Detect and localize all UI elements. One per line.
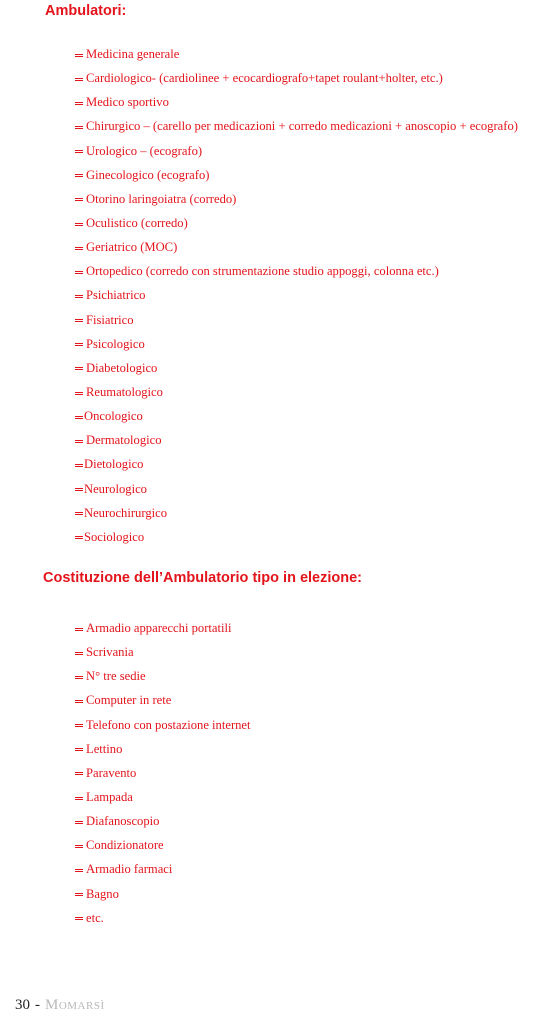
bullet-dash-icon: [75, 247, 83, 250]
list-item-label: Computer in rete: [86, 693, 172, 708]
list-item-label: Neurochirurgico: [84, 505, 167, 520]
list-item: [75, 785, 251, 809]
bullet-dash-icon: [75, 700, 83, 703]
list-item: [75, 616, 251, 640]
list-item: [75, 857, 251, 881]
list-item: [75, 452, 518, 476]
bullet-dash-icon: [75, 416, 83, 419]
bullet-dash-icon: [75, 512, 83, 515]
list-item-label: etc.: [86, 910, 104, 925]
list-item: [75, 809, 251, 833]
bullet-dash-icon: [75, 748, 83, 751]
list-item: [75, 640, 251, 664]
list-item-label: Ginecologico (ecografo): [86, 167, 210, 182]
bullet-dash-icon: [75, 628, 83, 631]
list-item: [75, 211, 518, 235]
list-item-label: Telefono con postazione internet: [86, 717, 251, 732]
list-item-label: Medicina generale: [86, 47, 180, 62]
list-item: [75, 283, 518, 307]
bullet-dash-icon: [75, 295, 83, 298]
list-item: [75, 139, 518, 163]
list-item: [75, 664, 251, 688]
footer-separator: -: [35, 997, 40, 1013]
list-item: [75, 428, 518, 452]
list-item: [75, 882, 251, 906]
bullet-dash-icon: [75, 102, 83, 105]
costituzione-list: [75, 616, 251, 930]
list-item-label: Medico sportivo: [86, 95, 169, 110]
list-item: [75, 332, 518, 356]
list-item: [75, 259, 518, 283]
bullet-dash-icon: [75, 174, 83, 177]
bullet-dash-icon: [75, 464, 83, 467]
list-item-label: Neurologico: [84, 481, 147, 496]
list-item-label: Geriatrico (MOC): [86, 240, 178, 255]
list-item: [75, 380, 518, 404]
list-item-label: Armadio farmaci: [86, 862, 173, 877]
section-title-ambulatori: Ambulatori:: [45, 3, 127, 19]
bullet-dash-icon: [75, 367, 83, 370]
list-item-label: Cardiologico- (cardiolinee + ecocardiografo+tapet roulant+holter, etc.): [86, 71, 443, 86]
bullet-dash-icon: [75, 676, 83, 679]
list-item: [75, 525, 518, 549]
list-item-label: Oculistico (corredo): [86, 216, 188, 231]
list-item-label: Ortopedico (corredo con strumentazione studio appoggi, colonna etc.): [86, 264, 439, 279]
list-item-label: N° tre sedie: [86, 669, 146, 684]
list-item-label: Diabetologico: [86, 360, 158, 375]
list-item: [75, 761, 251, 785]
bullet-dash-icon: [75, 150, 83, 153]
list-item-label: Fisiatrico: [86, 312, 134, 327]
list-item-label: Chirurgico – (carello per medicazioni + corredo medicazioni + anoscopio + ecografo): [86, 119, 518, 134]
list-item-label: Lettino: [86, 741, 123, 756]
list-item-label: Psicologico: [86, 336, 145, 351]
list-item: [75, 42, 518, 66]
list-item-label: Urologico – (ecografo): [86, 143, 203, 158]
bullet-dash-icon: [75, 440, 83, 443]
list-item: [75, 235, 518, 259]
list-item-label: Reumatologico: [86, 385, 163, 400]
bullet-dash-icon: [75, 126, 83, 129]
list-item: [75, 90, 518, 114]
bullet-dash-icon: [75, 797, 83, 800]
list-item-label: Lampada: [86, 790, 133, 805]
bullet-dash-icon: [75, 392, 83, 395]
bullet-dash-icon: [75, 724, 83, 727]
bullet-dash-icon: [75, 772, 83, 775]
bullet-dash-icon: [75, 271, 83, 274]
list-item-label: Scrivania: [86, 645, 134, 660]
list-item-label: Psichiatrico: [86, 288, 146, 303]
bullet-dash-icon: [75, 893, 83, 896]
bullet-dash-icon: [75, 652, 83, 655]
list-item-label: Diafanoscopio: [86, 814, 160, 829]
page-footer: [15, 997, 105, 1014]
bullet-dash-icon: [75, 319, 83, 322]
bullet-dash-icon: [75, 488, 83, 491]
list-item-label: Bagno: [86, 886, 119, 901]
bullet-dash-icon: [75, 536, 83, 539]
page-number: 30: [15, 997, 30, 1013]
list-item: [75, 833, 251, 857]
list-item: [75, 501, 518, 525]
list-item: [75, 308, 518, 332]
section-title-costituzione: Costituzione dell’Ambulatorio tipo in elezione:: [43, 570, 362, 586]
list-item: [75, 688, 251, 712]
bullet-dash-icon: [75, 821, 83, 824]
list-item-label: Dermatologico: [86, 433, 162, 448]
list-item-label: Sociologico: [84, 529, 145, 544]
bullet-dash-icon: [75, 54, 83, 57]
bullet-dash-icon: [75, 869, 83, 872]
bullet-dash-icon: [75, 198, 83, 201]
list-item-label: Oncologico: [84, 409, 143, 424]
list-item-label: Paravento: [86, 765, 137, 780]
list-item: [75, 66, 518, 90]
list-item-label: Otorino laringoiatra (corredo): [86, 191, 237, 206]
list-item: [75, 906, 251, 930]
list-item: [75, 187, 518, 211]
list-item-label: Dietologico: [84, 457, 144, 472]
bullet-dash-icon: [75, 917, 83, 920]
list-item: [75, 356, 518, 380]
bullet-dash-icon: [75, 78, 83, 81]
list-item: [75, 477, 518, 501]
footer-brand: Momarsì: [45, 997, 105, 1013]
list-item: [75, 737, 251, 761]
list-item-label: Armadio apparecchi portatili: [86, 621, 232, 636]
bullet-dash-icon: [75, 223, 83, 226]
list-item: [75, 404, 518, 428]
bullet-dash-icon: [75, 343, 83, 346]
list-item-label: Condizionatore: [86, 838, 164, 853]
bullet-dash-icon: [75, 845, 83, 848]
ambulatori-list: [75, 42, 518, 549]
list-item: [75, 713, 251, 737]
list-item: [75, 163, 518, 187]
list-item: [75, 114, 518, 138]
